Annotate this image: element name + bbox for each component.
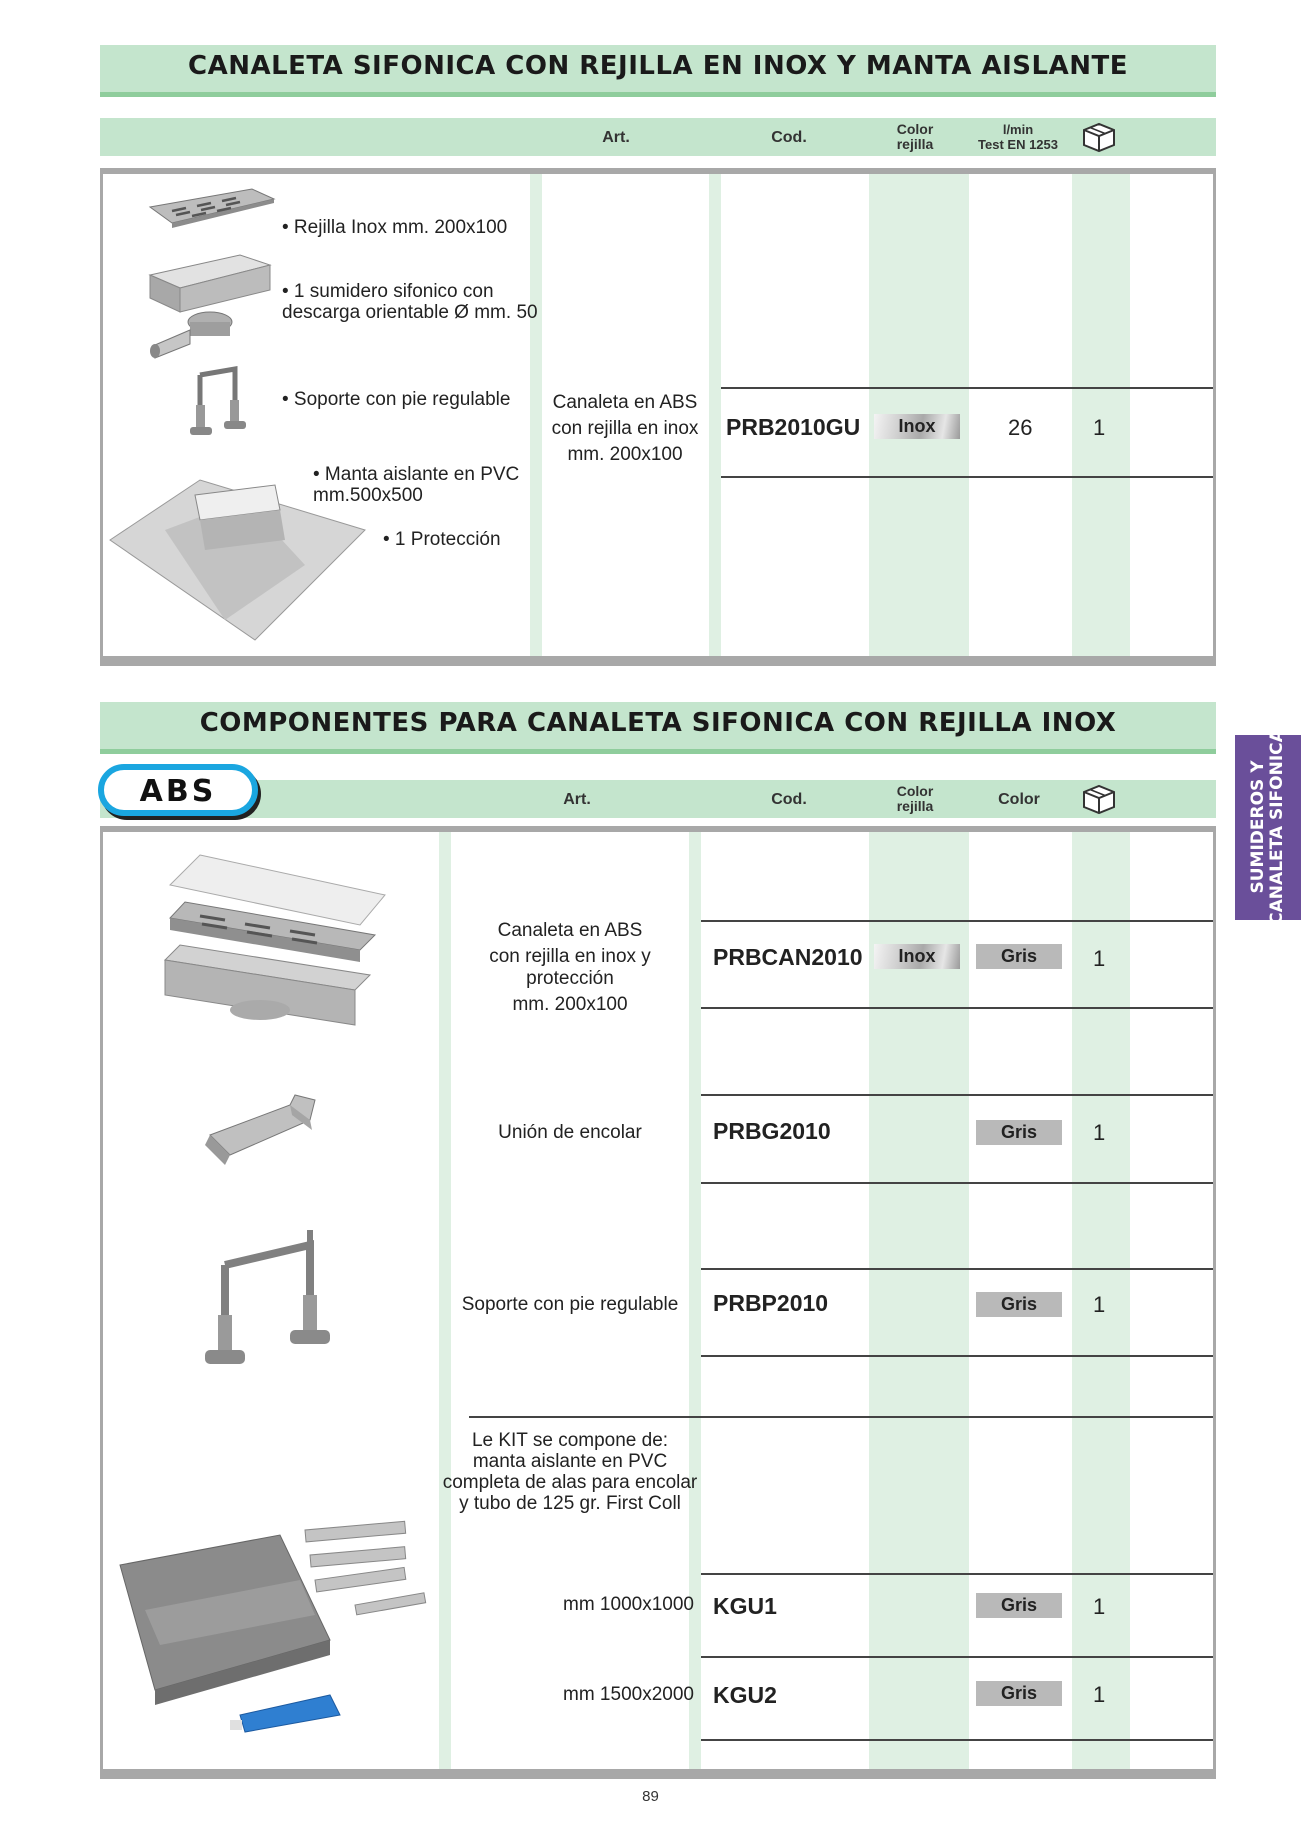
- page-number: 89: [642, 1788, 659, 1805]
- product-code: PRB2010GU: [726, 414, 861, 440]
- row3-art: Soporte con pie regulable: [461, 1294, 679, 1315]
- header-art: Art.: [563, 791, 591, 808]
- quantity: 1: [1093, 415, 1106, 440]
- header-lmin: l/min Test EN 1253: [978, 122, 1058, 152]
- header-cod: Cod.: [771, 791, 807, 808]
- kit2-qty: 1: [1093, 1682, 1106, 1707]
- feature-sumidero-desc: descarga orientable Ø mm. 50: [282, 302, 538, 323]
- header-color-rejilla: Color rejilla: [896, 783, 934, 814]
- union-encolar-image: [200, 1090, 320, 1170]
- row3-color: Gris: [976, 1292, 1062, 1317]
- header-color-rejilla: Color rejilla: [896, 121, 934, 152]
- kit1-code: KGU1: [713, 1593, 777, 1619]
- kit-manta-image: [115, 1520, 435, 1740]
- kit2-code: KGU2: [713, 1682, 777, 1708]
- row3-code: PRBP2010: [713, 1290, 829, 1316]
- feature-soporte: • Soporte con pie regulable: [282, 389, 511, 410]
- row2-color: Gris: [976, 1120, 1062, 1145]
- feature-rejilla: • Rejilla Inox mm. 200x100: [282, 217, 508, 238]
- kit1-color: Gris: [976, 1593, 1062, 1618]
- soporte-pie-image: [200, 1230, 330, 1380]
- row1-code: PRBCAN2010: [713, 944, 863, 970]
- section1-title: CANALETA SIFONICA CON REJILLA EN INOX Y MANTA AISLANTE: [188, 51, 1128, 81]
- kit-description: Le KIT se compone de: manta aislante en PVC completa de alas para encolar y tubo de 125 gr. First Coll: [442, 1430, 698, 1514]
- kit2-size: mm 1500x2000: [563, 1684, 694, 1705]
- row2-qty: 1: [1093, 1120, 1106, 1145]
- flow-rate: 26: [1008, 415, 1033, 440]
- row1-qty: 1: [1093, 946, 1106, 971]
- color-rejilla-chip: Inox: [874, 414, 960, 439]
- column-divider: [709, 174, 721, 656]
- row1-art: Canaleta en ABS con rejilla en inox y protección mm. 200x100: [489, 920, 651, 1015]
- rejilla-inox-image: [142, 185, 277, 230]
- soporte-image: [190, 365, 250, 445]
- side-tab-label: SUMIDEROS Y CANALETA SIFONICA: [1248, 729, 1287, 925]
- sumidero-sifonico-image: [145, 250, 275, 360]
- feature-sumidero: • 1 sumidero sifonico con: [282, 281, 494, 302]
- canaleta-kit-image: [160, 850, 390, 1040]
- side-tab[interactable]: [1235, 729, 1301, 925]
- box-icon: [1080, 121, 1118, 153]
- feature-proteccion: • 1 Protección: [383, 529, 501, 550]
- row1-color-rejilla: Inox: [874, 944, 960, 969]
- header-color: Color: [998, 791, 1040, 808]
- abs-logo: ABS: [98, 764, 258, 816]
- kit2-color: Gris: [976, 1681, 1062, 1706]
- row3-qty: 1: [1093, 1292, 1106, 1317]
- row1-color: Gris: [976, 944, 1062, 969]
- color-rejilla-column: [869, 832, 969, 1769]
- row2-code: PRBG2010: [713, 1118, 831, 1144]
- kit1-size: mm 1000x1000: [563, 1594, 694, 1615]
- section1-header-bar: [100, 118, 1216, 156]
- header-cod: Cod.: [771, 129, 807, 146]
- kit1-qty: 1: [1093, 1594, 1106, 1619]
- header-art: Art.: [602, 129, 630, 146]
- feature-manta-size: mm.500x500: [313, 485, 423, 506]
- section1-title-bar: [100, 45, 1216, 97]
- section2-header-bar: [100, 780, 1216, 818]
- column-divider: [689, 832, 701, 1769]
- feature-manta: • Manta aislante en PVC: [313, 464, 520, 485]
- box-icon: [1080, 783, 1118, 815]
- row2-art: Unión de encolar: [498, 1122, 642, 1143]
- product-art: Canaleta en ABS con rejilla en inox mm. 200x100: [551, 392, 699, 465]
- section2-title-bar: [100, 702, 1216, 754]
- section2-title: COMPONENTES PARA CANALETA SIFONICA CON REJILLA INOX: [199, 708, 1117, 738]
